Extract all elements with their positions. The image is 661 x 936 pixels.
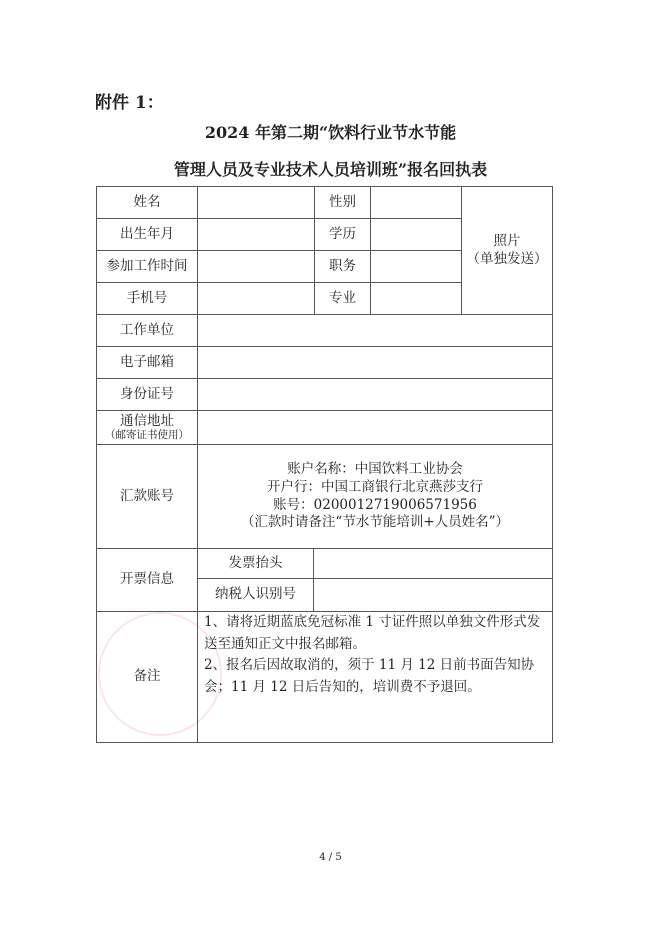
label-email: 电子邮箱	[96, 346, 198, 379]
address-note: （邮寄证书使用）	[105, 429, 189, 442]
remit-bank: 开户行：中国工商银行北京燕莎支行	[267, 478, 483, 495]
gender-field[interactable]	[370, 186, 462, 219]
email-field[interactable]	[197, 346, 553, 379]
taxpayer-id-field[interactable]	[313, 578, 553, 612]
label-employer: 工作单位	[96, 314, 198, 347]
title-line-1: 2024 年第二期“饮料行业节水节能	[204, 123, 457, 142]
remark-2: 2、报名后因故取消的，须于 11 月 12 日前书面告知协会；11 月 12 日后告知的，培训费不予退回。	[204, 657, 535, 695]
name-field[interactable]	[197, 186, 315, 219]
label-invoice-title: 发票抬头	[197, 548, 314, 579]
label-address-cell	[96, 410, 198, 445]
education-field[interactable]	[370, 218, 462, 251]
address-field[interactable]	[197, 410, 553, 445]
remark-1: 1、请将近期蓝底免冠标准 1 寸证件照以单独文件形式发送至通知正文中报名邮箱。	[204, 614, 541, 652]
invoice-title-field[interactable]	[313, 548, 553, 579]
label-name: 姓名	[96, 186, 198, 219]
phone-field[interactable]	[197, 282, 315, 315]
label-gender: 性别	[314, 186, 371, 219]
title-line-2: 管理人员及专业技术人员培训班”报名回执表	[173, 160, 488, 179]
id-number-field[interactable]	[197, 378, 553, 411]
label-remarks: 备注	[96, 611, 198, 743]
remarks-content	[197, 611, 553, 743]
remit-account-name: 账户名称：中国饮料工业协会	[287, 461, 463, 478]
remit-note: （汇款时请备注“节水节能培训+人员姓名”）	[240, 514, 510, 531]
page-number: 4 / 5	[319, 852, 342, 863]
label-birth: 出生年月	[96, 218, 198, 251]
label-invoice: 开票信息	[96, 548, 198, 612]
photo-cell	[461, 186, 553, 315]
remit-info	[197, 444, 553, 549]
birth-field[interactable]	[197, 218, 315, 251]
label-id-number: 身份证号	[96, 378, 198, 411]
attachment-label: 附件 1：	[95, 93, 164, 113]
label-taxpayer-id: 纳税人识别号	[197, 578, 314, 612]
employer-field[interactable]	[197, 314, 553, 347]
label-position: 职务	[314, 250, 371, 283]
work-start-field[interactable]	[197, 250, 315, 283]
label-work-start: 参加工作时间	[96, 250, 198, 283]
photo-note: （单独发送）	[466, 250, 548, 267]
label-remit: 汇款账号	[96, 444, 198, 549]
position-field[interactable]	[370, 250, 462, 283]
label-major: 专业	[314, 282, 371, 315]
major-field[interactable]	[370, 282, 462, 315]
label-education: 学历	[314, 218, 371, 251]
label-phone: 手机号	[96, 282, 198, 315]
remit-account-number: 账号：0200012719006571956	[273, 496, 477, 513]
label-address: 通信地址	[120, 413, 174, 430]
label-photo: 照片	[493, 232, 521, 249]
